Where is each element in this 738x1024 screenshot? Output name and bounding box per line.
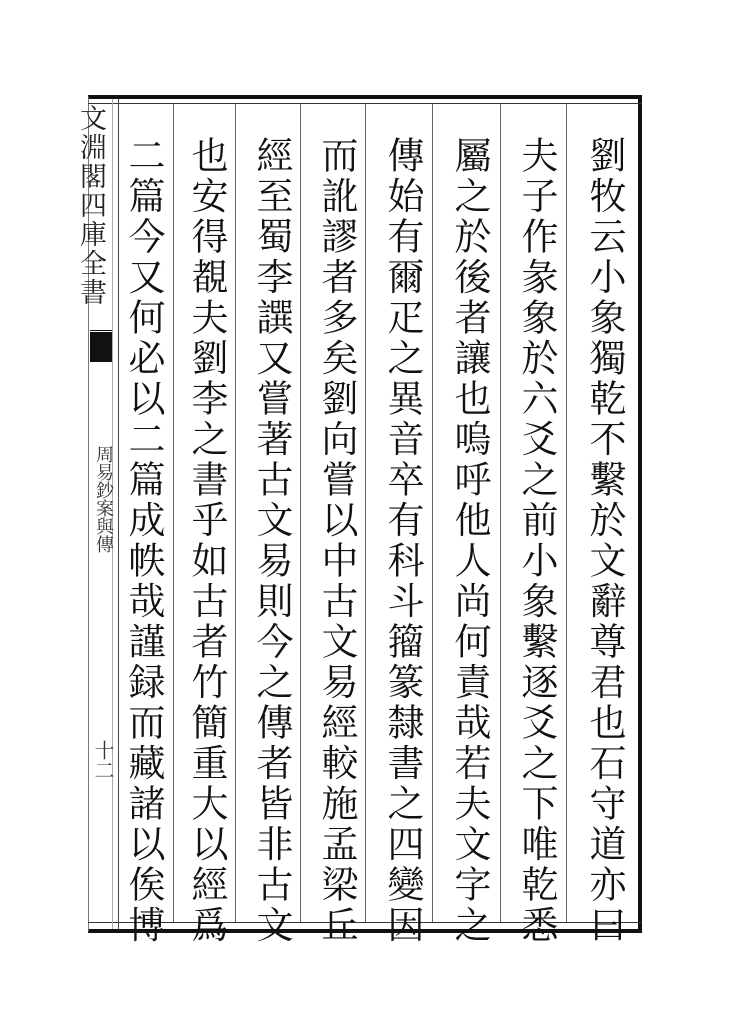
text-column-7: 也安得覩夫劉李之書乎如古者竹簡重大以經爲 [185, 136, 228, 946]
column-rule [365, 104, 366, 922]
text-column-6: 經至蜀李譔又嘗著古文易則今之傳者皆非古文 [250, 136, 293, 946]
text-column-5: 而訛謬者多矣劉向嘗以中古文易經較施孟梁丘 [315, 136, 358, 946]
text-column-2: 夫子作彖象於六爻之前小象繫逐爻之下唯乾悉 [515, 136, 558, 946]
text-column-4: 傳始有爾疋之異音卒有科斗籀篆隸書之四變因 [381, 136, 424, 946]
column-rule [173, 104, 174, 922]
column-rule [566, 104, 567, 922]
column-rule [300, 104, 301, 922]
column-rule [235, 104, 236, 922]
text-column-1: 劉牧云小象獨乾不繫於文辭尊君也石守道亦曰 [583, 136, 626, 946]
fold-title: 文淵閣四庫全書 [75, 103, 106, 307]
fold-book-name: 周易鈔案與傳 [93, 445, 114, 553]
column-rule [500, 104, 501, 922]
column-rule [432, 104, 433, 922]
text-column-8: 二篇今又何必以二篇成帙哉謹録而藏諸以俟博 [122, 136, 165, 946]
fish-tail-line [90, 330, 112, 331]
text-column-3: 屬之於後者讓也嗚呼他人尚何責哉若夫文字之 [448, 136, 491, 946]
fold-page-number: 十二 [91, 740, 115, 780]
fish-tail-mark [90, 332, 112, 362]
